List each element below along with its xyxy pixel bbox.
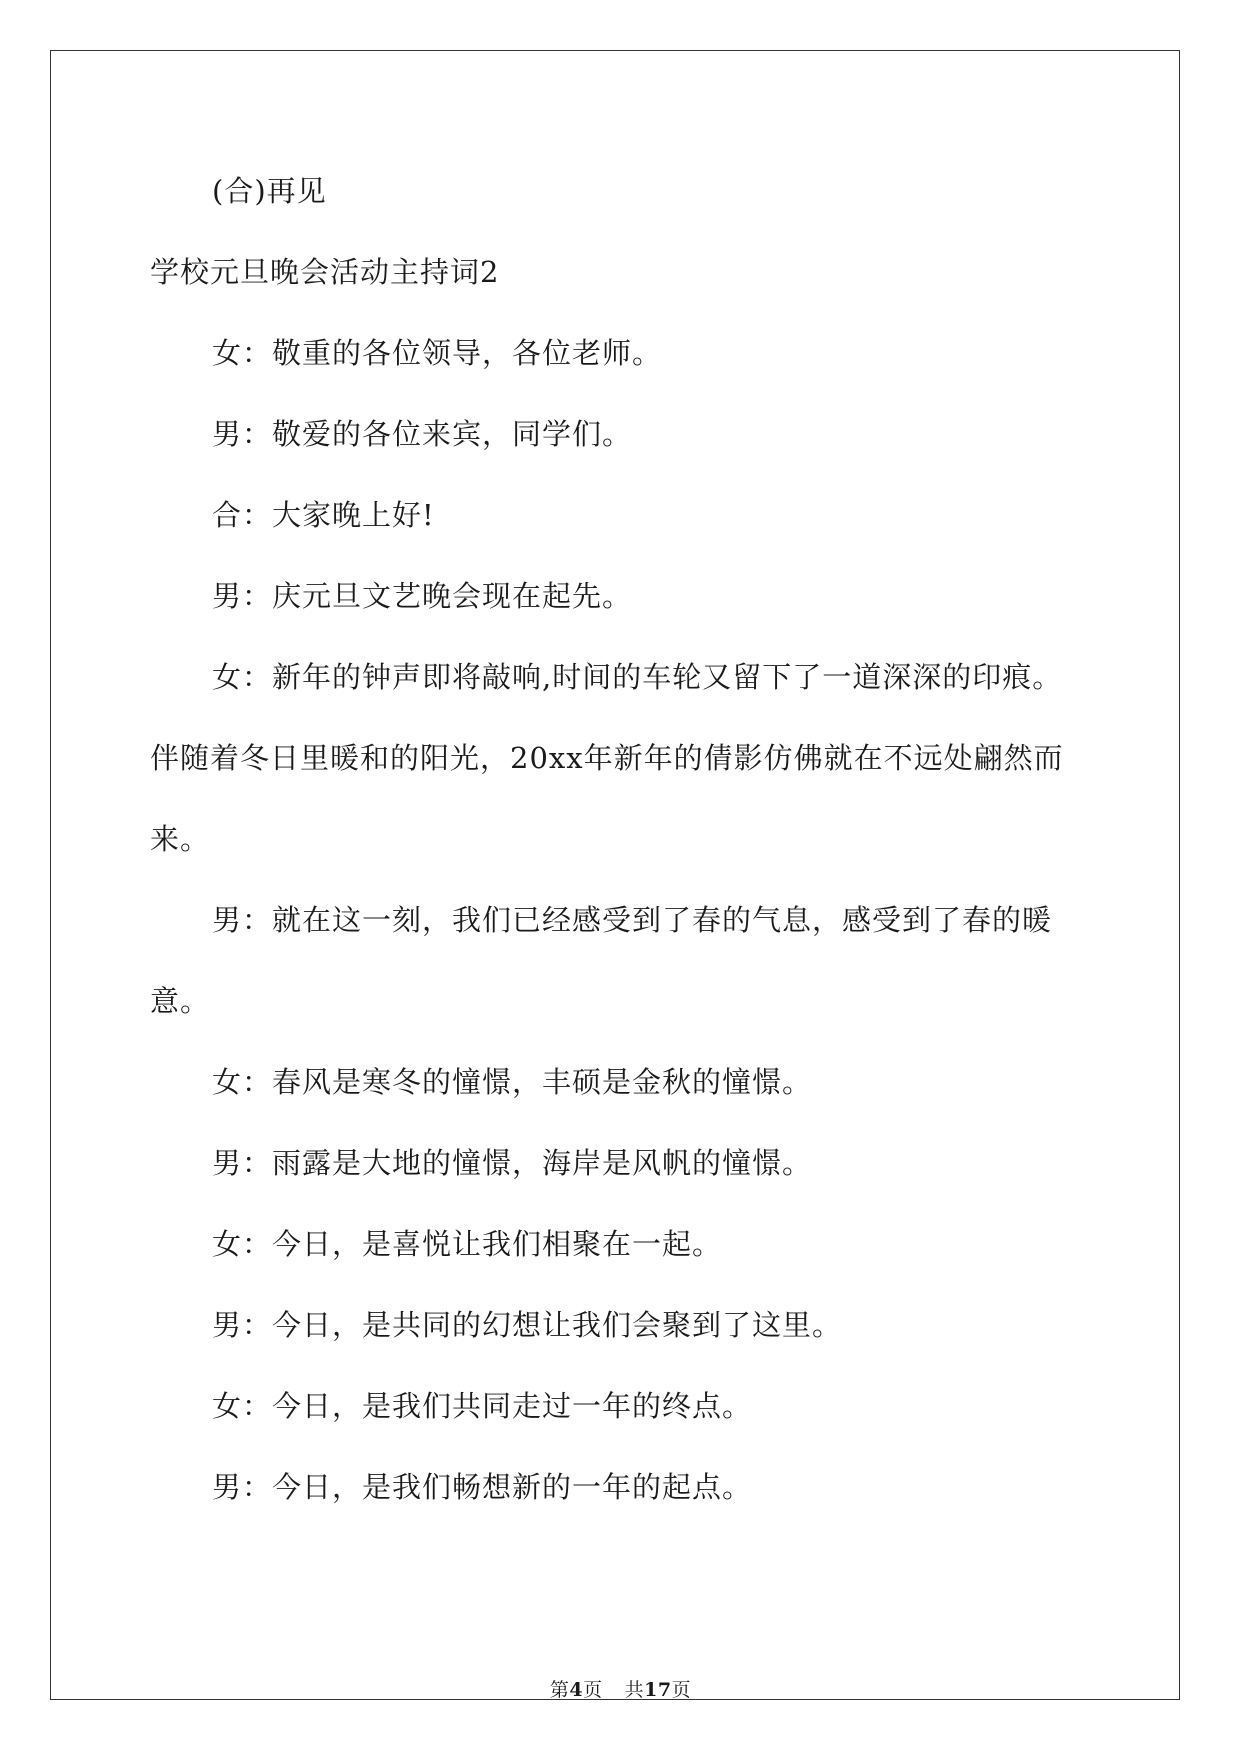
- text-line: 女：敬重的各位领导，各位老师。: [212, 336, 663, 370]
- text-line: 合：大家晚上好!: [212, 498, 435, 532]
- text-line: (合)再见: [212, 174, 327, 208]
- text-line: 男：敬爱的各位来宾，同学们。: [212, 417, 633, 451]
- text-line: 男：庆元旦文艺晚会现在起先。: [212, 579, 633, 613]
- text-line: 来。: [150, 822, 211, 856]
- text-line: 男：就在这一刻，我们已经感受到了春的气息，感受到了春的暖: [212, 903, 1053, 937]
- text-line: 男：今日，是我们畅想新的一年的起点。: [212, 1470, 753, 1504]
- page-number-label: 第4页: [549, 1679, 603, 1701]
- text-line: 女：今日，是我们共同走过一年的终点。: [212, 1389, 753, 1423]
- text-line: 女：今日，是喜悦让我们相聚在一起。: [212, 1227, 723, 1261]
- text-line: 女：新年的钟声即将敲响,时间的车轮又留下了一道深深的印痕。: [212, 660, 1063, 694]
- section-heading: 学校元旦晚会活动主持词2: [150, 255, 500, 289]
- page-footer: [0, 1678, 1241, 1702]
- page-border: [50, 50, 1180, 1700]
- text-line: 女：春风是寒冬的憧憬，丰硕是金秋的憧憬。: [212, 1065, 813, 1099]
- text-line: 男：雨露是大地的憧憬，海岸是风帆的憧憬。: [212, 1146, 813, 1180]
- text-line: 伴随着冬日里暖和的阳光，20xx年新年的倩影仿佛就在不远处翩然而: [150, 741, 1064, 775]
- text-line: 男：今日，是共同的幻想让我们会聚到了这里。: [212, 1308, 843, 1342]
- text-line: 意。: [150, 984, 211, 1018]
- page-total-label: 共17页: [624, 1679, 692, 1701]
